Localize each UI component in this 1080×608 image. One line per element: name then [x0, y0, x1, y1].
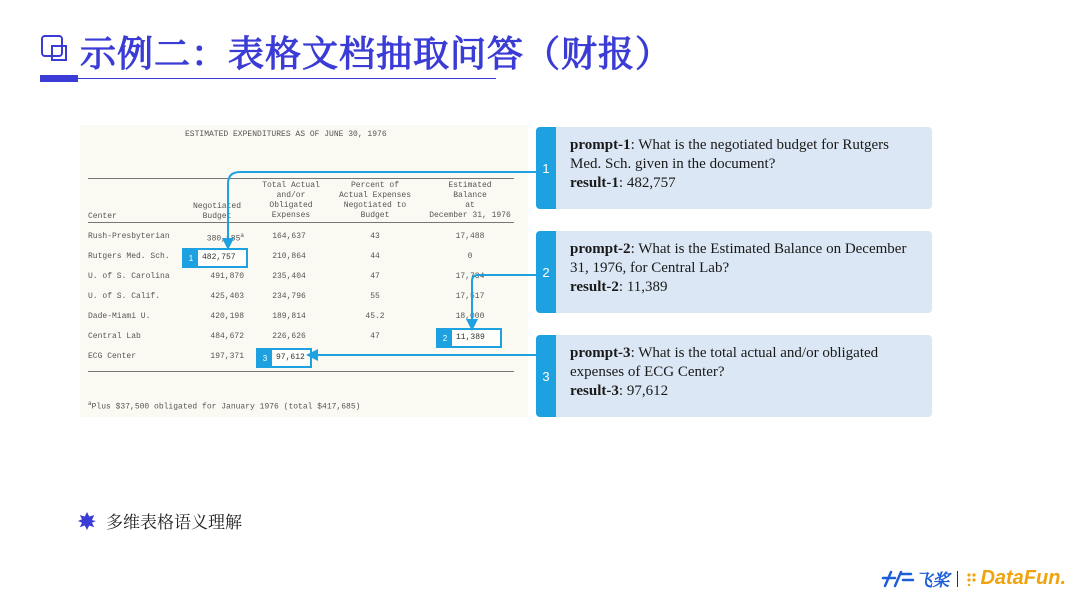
- highlight-1-value: 482,757: [202, 253, 236, 262]
- col-center: Center: [88, 212, 117, 221]
- highlight-2-number: 2: [438, 330, 452, 346]
- row-2-balance: 0: [467, 252, 473, 261]
- row-3-percent: 47: [370, 272, 380, 281]
- qa-card-2: 2 prompt-2: What is the Estimated Balance on December 31, 1976, for Central Lab? result-2: 11,389: [536, 231, 932, 313]
- star-badge-icon: [78, 512, 96, 530]
- qa-card-3-number: 3: [536, 335, 556, 417]
- row-2-actual: 210,864: [272, 252, 306, 261]
- prompt-3-text: What is the total actual and/or obligated expenses of ECG Center?: [570, 345, 879, 380]
- col-actual-line4: Expenses: [271, 211, 311, 220]
- row-5-balance: 18,000: [455, 312, 485, 321]
- row-4-actual: 234,796: [272, 292, 306, 301]
- paddle-brand-name: 飞桨: [915, 571, 950, 591]
- page-title: 示例二：表格文档抽取问答（财报）: [80, 34, 673, 75]
- connector-2: [472, 275, 536, 325]
- col-budget-line1: Negotiated: [192, 202, 241, 211]
- paddle-logo-icon: [881, 568, 915, 590]
- brand-separator: [957, 571, 958, 587]
- col-budget-line2: Budget: [202, 212, 232, 221]
- highlight-3-value: 97,612: [276, 353, 305, 362]
- row-3-actual: 235,404: [272, 272, 306, 281]
- col-balance-line3: at: [465, 201, 475, 210]
- document-heading: ESTIMATED EXPENDITURES AS OF JUNE 30, 1976: [185, 130, 387, 139]
- col-balance-line2: Balance: [453, 191, 487, 200]
- row-3-center: U. of S. Carolina: [88, 272, 170, 281]
- row-4-budget: 425,403: [210, 292, 244, 301]
- row-1-budget: 380,185$^a$: [206, 232, 244, 244]
- row-5-budget: 420,198: [210, 312, 244, 321]
- qa-card-1: 1 prompt-1: What is the negotiated budget for Rutgers Med. Sch. given in the document? result-1: 482,757: [536, 127, 932, 209]
- bullet-point: [78, 508, 242, 533]
- row-4-center: U. of S. Calif.: [88, 292, 161, 301]
- row-3-balance: 17,734: [455, 272, 485, 281]
- row-7-center: ECG Center: [88, 352, 137, 361]
- highlight-3-number: 3: [258, 350, 272, 366]
- row-1-center: Rush-Presbyterian: [88, 232, 170, 241]
- result-3-text: 97,612: [626, 383, 669, 399]
- result-3-label: result-3: [570, 383, 619, 399]
- row-6-center: Central Lab: [88, 332, 141, 341]
- row-6-budget: 484,672: [210, 332, 244, 341]
- result-2-label: result-2: [570, 279, 619, 295]
- row-7-budget: 197,371: [210, 352, 244, 361]
- datafun-dots-icon: [966, 572, 980, 586]
- col-actual-line3: Obligated: [269, 201, 313, 210]
- row-4-percent: 55: [370, 292, 380, 301]
- result-1-label: result-1: [570, 175, 619, 191]
- brand-footer: [881, 566, 1066, 591]
- row-5-percent: 45.2: [365, 312, 385, 321]
- highlight-2-value: 11,389: [456, 333, 485, 342]
- col-percent-line2: Actual Expenses: [338, 191, 411, 200]
- row-4-balance: 17,517: [455, 292, 485, 301]
- datafun-brand-name: DataFun.: [980, 567, 1066, 589]
- col-balance-line4: December 31, 1976: [429, 211, 511, 220]
- row-2-center: Rutgers Med. Sch.: [88, 252, 170, 261]
- row-2-percent: 44: [370, 252, 380, 261]
- row-1-actual: 164,637: [272, 232, 306, 241]
- row-6-percent: 47: [370, 332, 380, 341]
- row-1-percent: 43: [370, 232, 380, 241]
- qa-card-1-number: 1: [536, 127, 556, 209]
- prompt-2-label: prompt-2: [570, 241, 631, 257]
- qa-card-2-number: 2: [536, 231, 556, 313]
- col-actual-line2: and/or: [276, 191, 306, 200]
- col-actual-line1: Total Actual: [262, 181, 320, 190]
- prompt-1-label: prompt-1: [570, 137, 631, 153]
- qa-card-3: 3 prompt-3: What is the total actual and/or obligated expenses of ECG Center? result-3: 97,612: [536, 335, 932, 417]
- row-3-budget: 491,870: [210, 272, 244, 281]
- bullet-text: 多维表格语义理解: [106, 513, 242, 533]
- col-percent-line3: Negotiated to: [343, 201, 407, 210]
- prompt-2-text: What is the Estimated Balance on December 31, 1976, for Central Lab?: [570, 241, 907, 276]
- row-1-balance: 17,488: [455, 232, 485, 241]
- result-1-text: 482,757: [626, 175, 676, 191]
- col-percent-line1: Percent of: [350, 181, 399, 190]
- prompt-1-text: What is the negotiated budget for Rutgers Med. Sch. given in the document?: [570, 137, 889, 172]
- connector-1: [228, 172, 536, 244]
- col-percent-line4: Budget: [360, 211, 390, 220]
- prompt-3-label: prompt-3: [570, 345, 631, 361]
- highlight-1-number: 1: [184, 250, 198, 266]
- footnote: $^a$Plus $37,500 obligated for January 1976 (total $417,685): [88, 400, 361, 412]
- row-6-actual: 226,626: [272, 332, 306, 341]
- row-5-actual: 189,814: [272, 312, 306, 321]
- col-balance-line1: Estimated: [448, 181, 492, 190]
- row-5-center: Dade-Miami U.: [88, 312, 151, 321]
- result-2-text: 11,389: [626, 279, 668, 295]
